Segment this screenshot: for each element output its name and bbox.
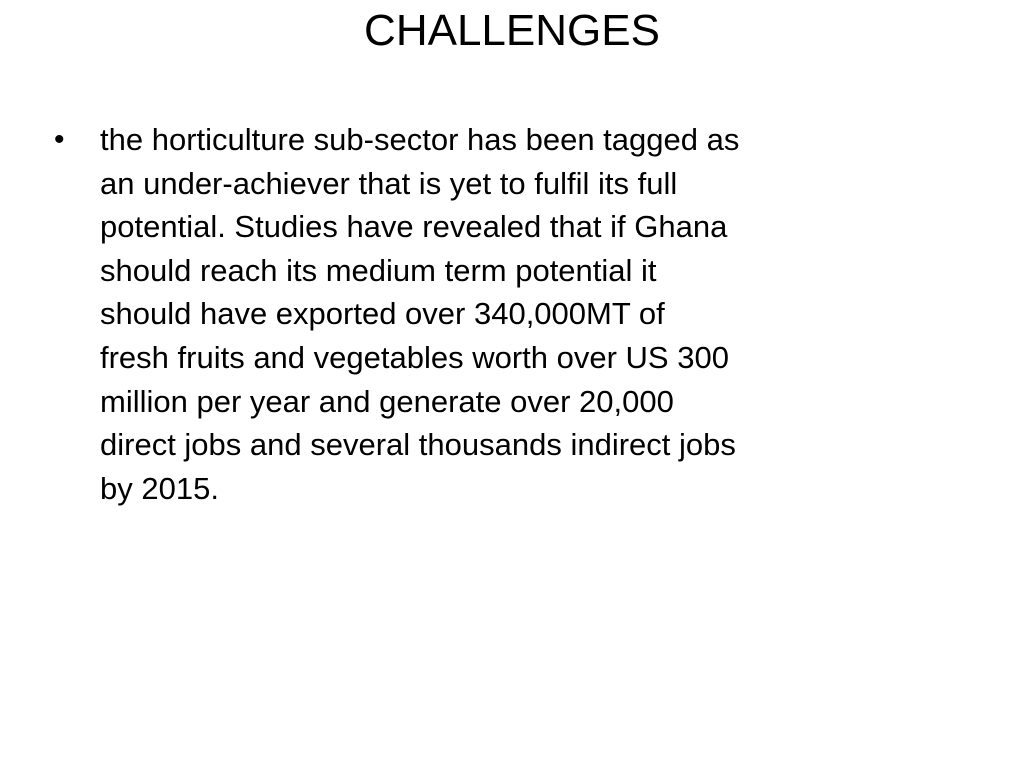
bullet-marker-icon: •: [54, 123, 65, 156]
bullet-line: should reach its medium term potential it: [100, 252, 657, 288]
bullet-line: direct jobs and several thousands indirect jobs: [100, 427, 736, 463]
slide-title: CHALLENGES: [364, 6, 660, 55]
bullet-line: by 2015.: [100, 470, 219, 506]
bullet-line: fresh fruits and vegetables worth over US 300: [100, 339, 729, 375]
bullet-item: [54, 118, 974, 510]
bullet-line: potential. Studies have revealed that if Ghana: [100, 209, 728, 245]
bullet-list: [54, 118, 974, 510]
bullet-line: should have exported over 340,000MT of: [100, 296, 665, 332]
bullet-line: an under-achiever that is yet to fulfil its full: [100, 165, 678, 201]
bullet-line: the horticulture sub-sector has been tagged as: [100, 122, 740, 157]
bullet-line: million per year and generate over 20,000: [100, 383, 674, 419]
bullet-text: [100, 118, 974, 510]
